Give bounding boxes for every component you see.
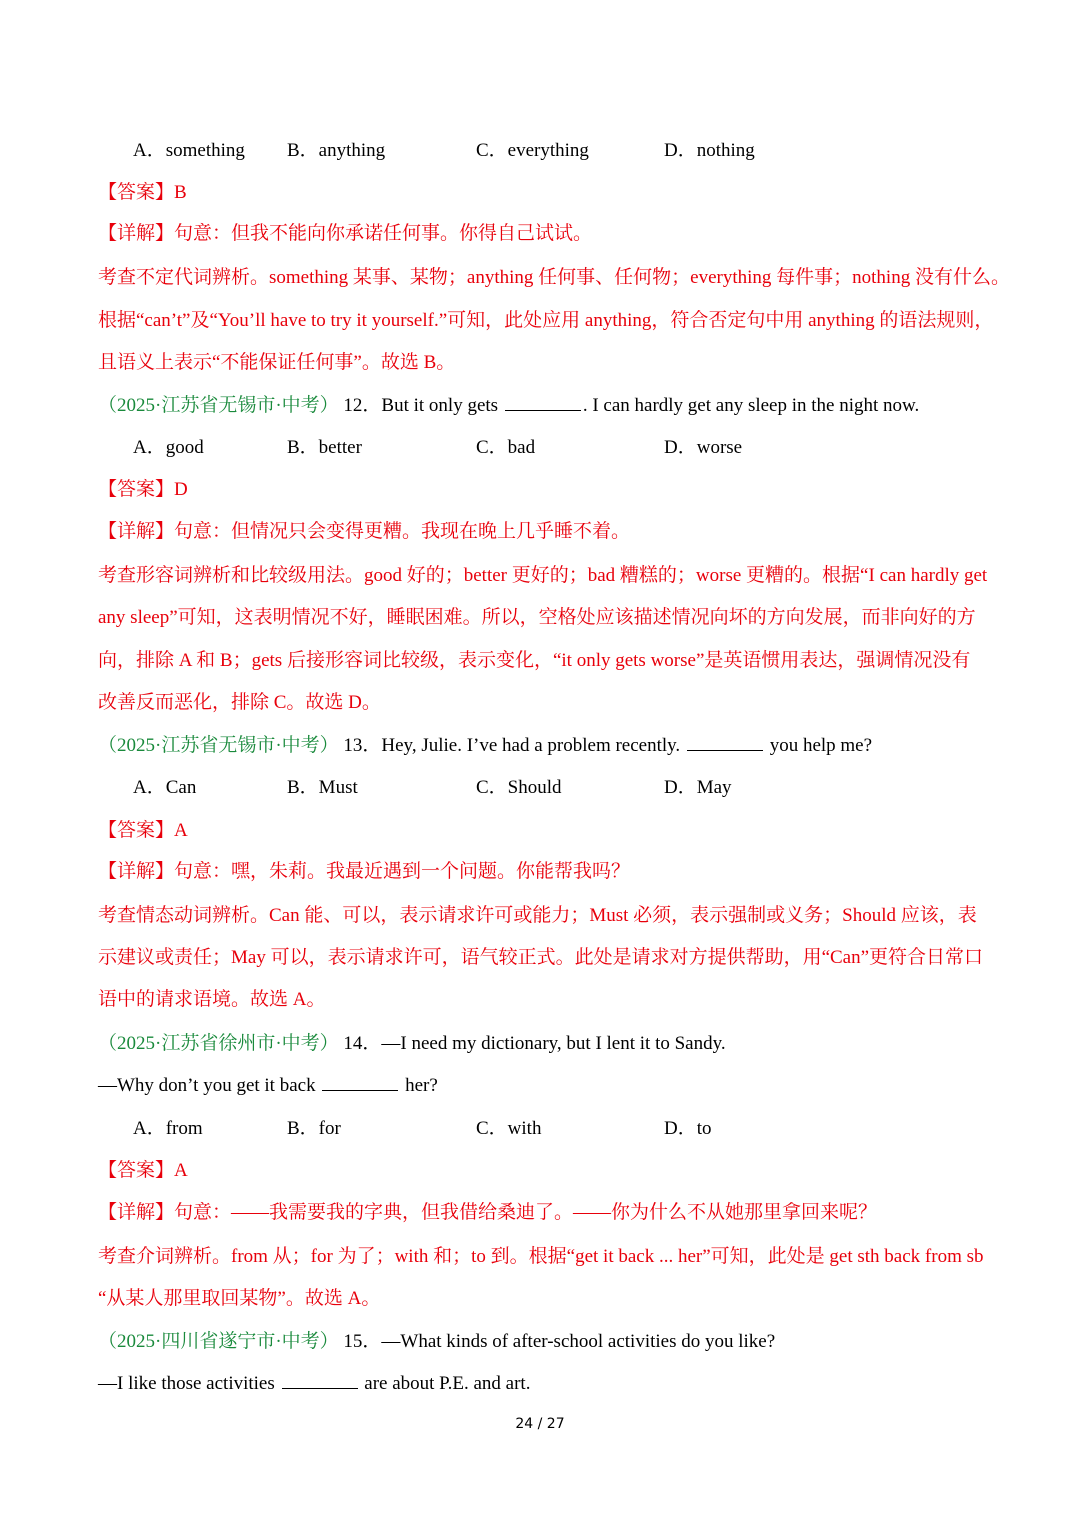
stem-text: . I can hardly get any sleep in the night now. bbox=[582, 395, 920, 416]
stem-text: 12．But it only gets bbox=[343, 395, 499, 416]
answer-blank bbox=[322, 1074, 398, 1091]
q15-stem bbox=[98, 1330, 775, 1354]
q14-stem bbox=[98, 1032, 726, 1056]
q11-answer: 【答案】B bbox=[98, 182, 187, 203]
stem-text: —Why don’t you get it back bbox=[98, 1075, 316, 1096]
q13-options bbox=[0, 776, 1080, 800]
stem-text: —I like those activities bbox=[98, 1373, 275, 1394]
page-number: 24 / 27 bbox=[515, 1416, 565, 1432]
q13-answer: 【答案】A bbox=[98, 820, 188, 841]
q14-explain-line bbox=[98, 1201, 877, 1225]
stem-text: her? bbox=[405, 1075, 438, 1096]
option-b: B．better bbox=[287, 437, 362, 458]
answer-blank bbox=[505, 394, 581, 411]
question-source: （2025·江苏省无锡市·中考） bbox=[98, 735, 339, 756]
option-d: D．May bbox=[664, 777, 732, 798]
option-c: C．bad bbox=[476, 437, 536, 458]
q12-stem bbox=[98, 394, 919, 418]
explain-label: 【详解】 bbox=[98, 1202, 175, 1223]
stem-text: are about P.E. and art. bbox=[364, 1373, 531, 1394]
question-source: （2025·四川省遂宁市·中考） bbox=[98, 1331, 339, 1352]
answer-blank bbox=[687, 734, 763, 751]
q12-explain-line: 向，排除 A 和 B；gets 后接形容词比较级，表示变化，“it only gets worse”是英语惯用表达，强调情况没有 bbox=[98, 650, 971, 671]
option-a: A．good bbox=[133, 437, 204, 458]
stem-text: 14．—I need my dictionary, but I lent it to Sandy. bbox=[343, 1033, 726, 1054]
q12-explain-line: 改善反而恶化，排除 C。故选 D。 bbox=[98, 692, 381, 713]
q12-answer: 【答案】D bbox=[98, 479, 188, 500]
q13-explain-line bbox=[98, 860, 630, 884]
stem-text: 15．—What kinds of after-school activities do you like? bbox=[343, 1331, 776, 1352]
q13-explain-line: 语中的请求语境。故选 A。 bbox=[98, 989, 326, 1010]
option-d: D．worse bbox=[664, 437, 743, 458]
stem-text: 13．Hey, Julie. I’ve had a problem recently. bbox=[343, 735, 681, 756]
question-source: （2025·江苏省无锡市·中考） bbox=[98, 395, 339, 416]
stem-text: you help me? bbox=[769, 735, 873, 756]
q12-explain-line bbox=[98, 520, 630, 544]
q11-explain-line: 根据“can’t”及“You’ll have to try it yourself.”可知，此处应用 anything，符合否定句中用 anything 的语法规则， bbox=[98, 310, 994, 331]
explain-text: 句意：嘿，朱莉。我最近遇到一个问题。你能帮我吗？ bbox=[174, 861, 631, 882]
question-source: （2025·江苏省徐州市·中考） bbox=[98, 1033, 339, 1054]
answer-blank bbox=[282, 1372, 358, 1389]
q12-explain-line: any sleep”可知，这表明情况不好，睡眠困难。所以，空格处应该描述情况向坏的方向发展，而非向好的方 bbox=[98, 607, 976, 628]
q12-explain-line: 考查形容词辨析和比较级用法。good 好的；better 更好的；bad 糟糕的；worse 更糟的。根据“I can hardly get bbox=[98, 565, 988, 586]
explain-text: 句意：——我需要我的字典，但我借给桑迪了。——你为什么不从她那里拿回来呢？ bbox=[174, 1202, 878, 1223]
q13-stem bbox=[98, 734, 872, 758]
explain-label: 【详解】 bbox=[98, 223, 175, 244]
option-b: B．anything bbox=[287, 140, 386, 161]
option-d: D．nothing bbox=[664, 140, 755, 161]
q13-explain-line: 考查情态动词辨析。Can 能、可以，表示请求许可或能力；Must 必须，表示强制或义务；Should 应该，表 bbox=[98, 905, 977, 926]
q14-options bbox=[0, 1117, 1080, 1141]
q14-explain-line: “从某人那里取回某物”。故选 A。 bbox=[98, 1288, 381, 1309]
q14-stem-2 bbox=[98, 1074, 438, 1098]
explain-text: 句意：但情况只会变得更糟。我现在晚上几乎睡不着。 bbox=[174, 521, 631, 542]
q11-explain-line bbox=[98, 222, 592, 246]
q15-stem-2 bbox=[98, 1372, 530, 1396]
explain-label: 【详解】 bbox=[98, 861, 175, 882]
option-a: A．from bbox=[133, 1118, 203, 1139]
explain-label: 【详解】 bbox=[98, 521, 175, 542]
q11-explain-line: 且语义上表示“不能保证任何事”。故选 B。 bbox=[98, 352, 456, 373]
option-b: B．for bbox=[287, 1118, 341, 1139]
q11-options bbox=[0, 139, 1080, 163]
q12-options bbox=[0, 436, 1080, 460]
q11-explain-line: 考查不定代词辨析。something 某事、某物；anything 任何事、任何物；everything 每件事；nothing 没有什么。 bbox=[98, 267, 1010, 288]
explain-text: 句意：但我不能向你承诺任何事。你得自己试试。 bbox=[174, 223, 593, 244]
option-c: C．with bbox=[476, 1118, 542, 1139]
option-c: C．Should bbox=[476, 777, 562, 798]
option-a: A．Can bbox=[133, 777, 197, 798]
option-b: B．Must bbox=[287, 777, 358, 798]
option-d: D．to bbox=[664, 1118, 712, 1139]
q14-answer: 【答案】A bbox=[98, 1160, 188, 1181]
q13-explain-line: 示建议或责任；May 可以，表示请求许可，语气较正式。此处是请求对方提供帮助，用“Can”更符合日常口 bbox=[98, 947, 984, 968]
q14-explain-line: 考查介词辨析。from 从；for 为了；with 和；to 到。根据“get it back ... her”可知，此处是 get sth back from sb bbox=[98, 1246, 984, 1267]
option-a: A．something bbox=[133, 140, 245, 161]
option-c: C．everything bbox=[476, 140, 589, 161]
